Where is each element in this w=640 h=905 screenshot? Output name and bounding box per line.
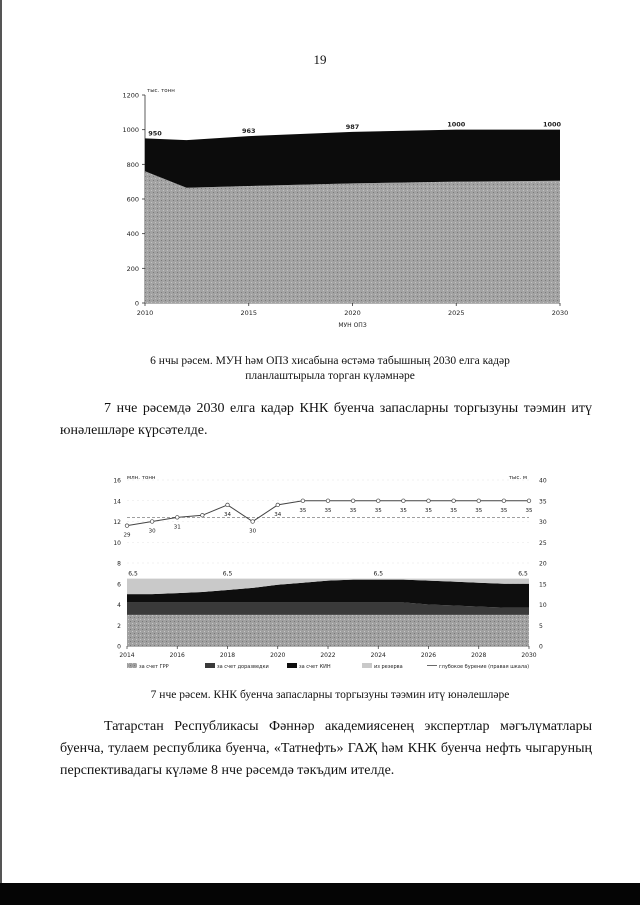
x-tick-label: 2024 — [370, 652, 386, 659]
x-tick-label: 2015 — [240, 309, 258, 317]
drilling-label: 35 — [324, 507, 332, 514]
legend-label: за счет ГРР — [139, 664, 169, 670]
legend-label: за счет доразведки — [217, 664, 269, 670]
right-y-tick-label: 0 — [539, 643, 543, 651]
drilling-label: 35 — [525, 507, 533, 514]
total-label: 987 — [345, 122, 360, 131]
x-tick-label: 2020 — [270, 652, 286, 659]
total-label: 1000 — [447, 120, 466, 129]
drilling-label: 35 — [450, 507, 458, 514]
drilling-point — [201, 513, 205, 517]
total-label: 1000 — [542, 120, 562, 129]
left-y-tick-label: 6 — [117, 581, 121, 589]
right-y-tick-label: 15 — [539, 581, 547, 589]
figure-7-caption: 7 нче рәсем. КНК буенча запасларны торгызуны тәэмин итү юнәлешләре — [150, 689, 510, 701]
drilling-label: 35 — [500, 507, 508, 514]
drilling-label: 29 — [123, 532, 131, 539]
right-y-tick-label: 10 — [539, 602, 547, 609]
drilling-label: 30 — [249, 528, 257, 535]
left-axis-label: млн. тонн — [127, 475, 156, 481]
area-ОПЗ — [145, 171, 560, 303]
left-y-tick-label: 16 — [113, 477, 121, 485]
y-tick-label: 1200 — [122, 91, 139, 100]
left-y-tick-label: 4 — [117, 602, 121, 609]
drilling-label: 35 — [399, 507, 407, 514]
legend-label: из резерва — [374, 664, 403, 670]
left-y-tick-label: 12 — [113, 519, 121, 526]
y-tick-label: 800 — [126, 160, 139, 169]
right-y-tick-label: 35 — [539, 498, 547, 506]
figure-6-caption-line-2: планлаштырыла торган күләмнәре — [245, 370, 415, 382]
drilling-point — [175, 516, 179, 520]
x-tick-label: 2014 — [119, 652, 135, 659]
drilling-label: 31 — [173, 524, 181, 531]
drilling-point — [502, 499, 506, 503]
drilling-point — [125, 524, 129, 528]
drilling-point — [351, 499, 355, 503]
drilling-label: 35 — [475, 507, 483, 514]
legend-swatch — [205, 663, 215, 668]
left-y-tick-label: 10 — [113, 539, 121, 547]
drilling-point — [326, 499, 330, 503]
drilling-label: 34 — [224, 511, 231, 518]
drilling-label: 35 — [425, 507, 432, 514]
legend-swatch — [362, 663, 372, 668]
legend: МУН ОПЗ — [338, 322, 367, 329]
x-tick-label: 2030 — [551, 309, 569, 317]
right-y-tick-label: 40 — [539, 477, 547, 485]
drilling-point — [301, 499, 305, 503]
paragraph-1-text: 7 нче рәсемдә 2030 елга кадәр КНК буенча запасларны торгызуны тәэмин итү юнәлешләре күрсәтелде. — [60, 401, 592, 438]
x-tick-label: 2022 — [320, 652, 336, 659]
drilling-point — [276, 503, 280, 507]
drilling-point — [376, 499, 380, 503]
total-label: 950 — [148, 129, 162, 138]
drilling-label: 35 — [374, 507, 382, 514]
x-tick-label: 2018 — [219, 652, 236, 659]
page-number: 19 — [313, 52, 327, 67]
legend-label: глубокое бурение (правая шкала) — [439, 664, 530, 670]
figure-6-caption — [60, 354, 600, 384]
drilling-label: 34 — [274, 511, 282, 518]
x-tick-label: 2020 — [344, 309, 361, 317]
paragraph-1 — [60, 398, 592, 442]
left-y-tick-label: 2 — [117, 622, 121, 630]
drilling-label: 30 — [148, 528, 156, 535]
legend-swatch — [287, 663, 297, 668]
figure-6-area-chart — [105, 80, 575, 340]
x-tick-label: 2026 — [420, 652, 437, 659]
x-tick-label: 2025 — [447, 309, 465, 317]
drilling-point — [427, 499, 431, 503]
y-tick-label: 200 — [126, 264, 139, 273]
drilling-point — [150, 520, 154, 524]
paragraph-2 — [60, 716, 592, 782]
y-axis-label: тыс. тонн — [147, 88, 175, 94]
figure-7-combo-chart — [105, 468, 565, 673]
y-tick-label: 0 — [134, 299, 139, 308]
y-tick-label: 400 — [126, 230, 139, 239]
x-tick-label: 2030 — [521, 652, 537, 659]
left-y-tick-label: 0 — [117, 643, 121, 651]
drilling-point — [527, 499, 531, 503]
scan-bottom-edge — [0, 883, 640, 905]
drilling-point — [477, 499, 481, 503]
legend-label: за счет КИН — [299, 664, 331, 670]
right-y-tick-label: 20 — [539, 560, 547, 568]
total-label: 6,5 — [518, 570, 528, 578]
right-y-tick-label: 5 — [539, 622, 543, 630]
total-label: 6,5 — [373, 570, 384, 578]
total-label: 963 — [241, 127, 256, 136]
legend-swatch — [127, 663, 137, 668]
drilling-point — [402, 499, 406, 503]
drilling-point — [452, 499, 456, 503]
drilling-label: 35 — [349, 507, 357, 514]
total-label: 6,5 — [222, 570, 233, 578]
paragraph-2-text: Татарстан Республикасы Фәннәр академиясенең экспертлар мәгълүматлары буенча, тулаем республика буенча, «Татнефть» ГАҖ һәм КНК буенча нефть чыгаруның перспективадагы күләме 8 нче рәсемдә тәкъдим ителде. — [60, 719, 592, 778]
total-label: 6,5 — [128, 570, 138, 578]
drilling-label: 35 — [299, 507, 307, 514]
x-tick-label: 2010 — [136, 309, 154, 317]
area-за счет ГРР — [127, 615, 529, 646]
right-axis-label: тыс. м — [508, 475, 527, 481]
figure-6-caption-line-1: 6 нчы рәсем. МУН һәм ОПЗ хисабына өстәмә табышның 2030 елга кадәр — [150, 355, 510, 367]
left-y-tick-label: 8 — [117, 560, 121, 568]
drilling-point — [251, 520, 255, 524]
y-tick-label: 600 — [126, 195, 139, 204]
x-tick-label: 2028 — [471, 652, 487, 659]
drilling-point — [226, 503, 230, 507]
right-y-tick-label: 30 — [539, 519, 547, 526]
x-tick-label: 2016 — [169, 652, 185, 659]
area-МУН — [145, 130, 560, 188]
scan-edge — [0, 0, 2, 905]
y-tick-label: 1000 — [122, 126, 139, 135]
right-y-tick-label: 25 — [539, 539, 547, 547]
left-y-tick-label: 14 — [113, 498, 121, 506]
